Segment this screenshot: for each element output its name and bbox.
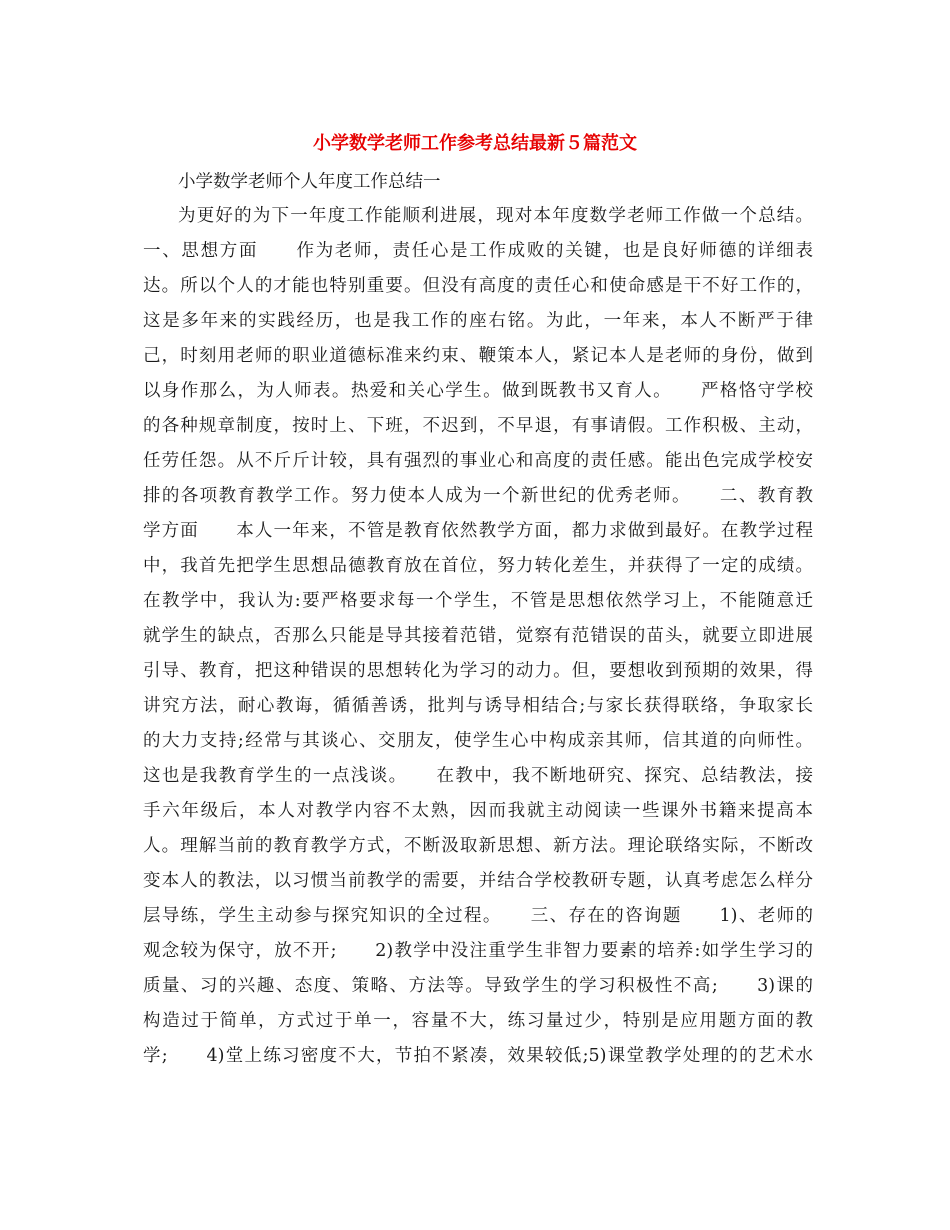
body-line: 这是多年来的实践经历，也是我工作的座右铭。为此，一年来，本人不断严于律 (143, 311, 813, 331)
body-line: 己，时刻用老师的职业道德标准来约束、鞭策本人，紧记本人是老师的身份，做到 (143, 346, 813, 366)
body-line: 就学生的缺点，否那么只能是导其接着范错，觉察有范错误的苗头，就要立即进展 (143, 626, 813, 646)
document-subtitle: 小学数学老师个人年度工作总结一 (178, 172, 441, 192)
body-line: 这也是我教育学生的一点浅谈。 在教中，我不断地研究、探究、总结教法，接 (143, 766, 813, 786)
document-title: 小学数学老师工作参考总结最新５篇范文 (313, 133, 637, 154)
body-line: 手六年级后，本人对教学内容不太熟，因而我就主动阅读一些课外书籍来提高本 (143, 801, 813, 821)
body-line: 学; 4)堂上练习密度不大，节拍不紧凑，效果较低;5)课堂教学处理的的艺术水 (143, 1046, 813, 1066)
body-line: 变本人的教法，以习惯当前教学的需要，并结合学校教研专题，认真考虑怎么样分 (143, 871, 813, 891)
body-line: 任劳任怨。从不斤斤计较，具有强烈的事业心和高度的责任感。能出色完成学校安 (143, 451, 813, 471)
body-line: 在教学中，我认为:要严格要求每一个学生，不管是思想依然学习上，不能随意迁 (143, 591, 813, 611)
body-line: 人。理解当前的教育教学方式，不断汲取新思想、新方法。理论联络实际，不断改 (143, 836, 813, 856)
body-line: 引导、教育，把这种错误的思想转化为学习的动力。但，要想收到预期的效果，得 (143, 661, 813, 681)
body-line: 以身作那么，为人师表。热爱和关心学生。做到既教书又育人。 严格恪守学校 (143, 381, 813, 401)
body-line: 学方面 本人一年来，不管是教育依然教学方面，都力求做到最好。在教学过程 (143, 521, 813, 541)
body-line: 为更好的为下一年度工作能顺利进展，现对本年度数学老师工作做一个总结。 (178, 206, 813, 226)
body-line: 质量、习的兴趣、态度、策略、方法等。导致学生的学习积极性不高; 3)课的 (143, 976, 813, 996)
body-line: 构造过于简单，方式过于单一，容量不大，练习量过少，特别是应用题方面的教 (143, 1011, 813, 1031)
body-line: 的各种规章制度，按时上、下班，不迟到，不早退，有事请假。工作积极、主动， (143, 416, 813, 436)
body-line: 层导练，学生主动参与探究知识的全过程。 三、存在的咨询题 1)、老师的 (143, 906, 813, 926)
body-line: 一、思想方面 作为老师，责任心是工作成败的关键，也是良好师德的详细表 (143, 241, 813, 261)
body-line: 的大力支持;经常与其谈心、交朋友，使学生心中构成亲其师，信其道的向师性。 (143, 731, 813, 751)
body-line: 达。所以个人的才能也特别重要。但没有高度的责任心和使命感是干不好工作的， (143, 276, 813, 296)
body-line: 观念较为保守，放不开; 2)教学中没注重学生非智力要素的培养:如学生学习的 (143, 941, 813, 961)
body-line: 讲究方法，耐心教诲，循循善诱，批判与诱导相结合;与家长获得联络，争取家长 (143, 696, 813, 716)
body-line: 中，我首先把学生思想品德教育放在首位，努力转化差生，并获得了一定的成绩。 (143, 556, 813, 576)
body-line: 排的各项教育教学工作。努力使本人成为一个新世纪的优秀老师。 二、教育教 (143, 486, 813, 506)
